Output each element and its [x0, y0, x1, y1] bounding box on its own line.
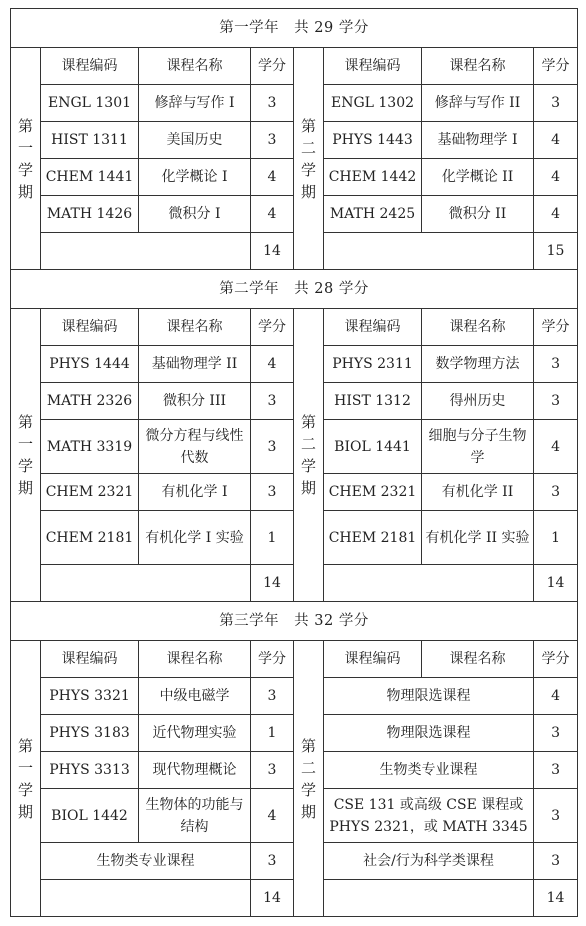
course-credit: 3	[534, 474, 578, 511]
header-credit: 学分	[251, 309, 294, 346]
header-name: 课程名称	[139, 641, 251, 678]
course-name: 基础物理学 II	[139, 346, 251, 383]
course-credit: 3	[251, 474, 294, 511]
course-credit: 3	[251, 420, 294, 474]
semester-label-second: 第 二 学 期	[294, 309, 324, 602]
course-name: 化学概论 II	[422, 159, 534, 196]
course-credit: 4	[534, 420, 578, 474]
total-empty	[324, 565, 534, 602]
course-name: 有机化学 II 实验	[422, 511, 534, 565]
course-name: 有机化学 I 实验	[139, 511, 251, 565]
header-credit: 学分	[534, 48, 578, 85]
header-row	[11, 48, 578, 85]
course-credit: 3	[534, 85, 578, 122]
header-code: 课程编码	[324, 641, 422, 678]
elective-course: CSE 131 或高级 CSE 课程或 PHYS 2321，或 MATH 3345	[324, 789, 534, 843]
course-name: 生物体的功能与结构	[139, 789, 251, 843]
course-credit: 3	[251, 678, 294, 715]
course-name: 微积分 II	[422, 196, 534, 233]
course-code: ENGL 1301	[41, 85, 139, 122]
course-name: 近代物理实验	[139, 715, 251, 752]
year-title-row	[11, 602, 578, 641]
header-code: 课程编码	[324, 48, 422, 85]
course-credit: 3	[251, 383, 294, 420]
semester-total-credit: 14	[534, 880, 578, 917]
total-empty	[324, 880, 534, 917]
elective-course: 物理限选课程	[324, 678, 534, 715]
course-credit: 3	[534, 383, 578, 420]
course-name: 中级电磁学	[139, 678, 251, 715]
course-code: CHEM 1441	[41, 159, 139, 196]
course-name: 微积分 I	[139, 196, 251, 233]
course-credit: 1	[251, 715, 294, 752]
semester-total-credit: 15	[534, 233, 578, 270]
course-name: 得州历史	[422, 383, 534, 420]
course-credit: 3	[534, 843, 578, 880]
course-code: HIST 1311	[41, 122, 139, 159]
elective-course: 生物类专业课程	[324, 752, 534, 789]
course-credit: 1	[534, 511, 578, 565]
semester-label-second: 第 二 学 期	[294, 641, 324, 917]
header-name: 课程名称	[139, 309, 251, 346]
semester-label-first: 第 一 学 期	[11, 309, 41, 602]
elective-course: 社会/行为科学类课程	[324, 843, 534, 880]
course-code: CHEM 2181	[324, 511, 422, 565]
course-code: CHEM 2181	[41, 511, 139, 565]
course-name: 微分方程与线性代数	[139, 420, 251, 474]
header-row	[11, 641, 578, 678]
course-name: 基础物理学 I	[422, 122, 534, 159]
course-code: CHEM 2321	[324, 474, 422, 511]
course-code: ENGL 1302	[324, 85, 422, 122]
header-name: 课程名称	[139, 48, 251, 85]
year-title-row	[11, 270, 578, 309]
course-name: 微积分 III	[139, 383, 251, 420]
course-code: MATH 2425	[324, 196, 422, 233]
total-empty	[41, 233, 251, 270]
course-credit: 4	[251, 346, 294, 383]
course-credit: 3	[251, 752, 294, 789]
course-code: PHYS 3183	[41, 715, 139, 752]
course-name: 修辞与写作 II	[422, 85, 534, 122]
year-title: 第三学年 共 32 学分	[11, 602, 578, 641]
course-credit: 4	[534, 122, 578, 159]
course-code: PHYS 3313	[41, 752, 139, 789]
header-row	[11, 309, 578, 346]
semester-label-second: 第 二 学 期	[294, 48, 324, 270]
course-credit: 4	[251, 159, 294, 196]
header-name: 课程名称	[422, 309, 534, 346]
year-title: 第二学年 共 28 学分	[11, 270, 578, 309]
year-title: 第一学年 共 29 学分	[11, 9, 578, 48]
semester-label-first: 第 一 学 期	[11, 48, 41, 270]
elective-course: 物理限选课程	[324, 715, 534, 752]
header-name: 课程名称	[422, 641, 534, 678]
course-credit: 3	[251, 122, 294, 159]
course-code: CHEM 1442	[324, 159, 422, 196]
course-credit: 4	[251, 789, 294, 843]
course-code: BIOL 1441	[324, 420, 422, 474]
course-credit: 4	[534, 159, 578, 196]
course-name: 有机化学 I	[139, 474, 251, 511]
course-name: 现代物理概论	[139, 752, 251, 789]
total-empty	[41, 880, 251, 917]
course-name: 数学物理方法	[422, 346, 534, 383]
semester-total-credit: 14	[251, 565, 294, 602]
course-code: PHYS 1443	[324, 122, 422, 159]
course-code: CHEM 2321	[41, 474, 139, 511]
course-credit: 3	[534, 789, 578, 843]
course-code: PHYS 1444	[41, 346, 139, 383]
course-credit: 3	[534, 346, 578, 383]
header-credit: 学分	[251, 641, 294, 678]
course-code: MATH 2326	[41, 383, 139, 420]
course-code: MATH 3319	[41, 420, 139, 474]
total-empty	[324, 233, 534, 270]
year-title-row	[11, 9, 578, 48]
semester-total-credit: 14	[251, 880, 294, 917]
course-name: 美国历史	[139, 122, 251, 159]
course-name: 修辞与写作 I	[139, 85, 251, 122]
course-plan-table	[10, 8, 578, 917]
header-credit: 学分	[534, 641, 578, 678]
course-credit: 3	[534, 752, 578, 789]
course-credit: 3	[534, 715, 578, 752]
course-code: MATH 1426	[41, 196, 139, 233]
elective-course: 生物类专业课程	[41, 843, 251, 880]
header-name: 课程名称	[422, 48, 534, 85]
course-code: PHYS 3321	[41, 678, 139, 715]
course-credit: 4	[534, 678, 578, 715]
course-code: PHYS 2311	[324, 346, 422, 383]
course-name: 有机化学 II	[422, 474, 534, 511]
header-code: 课程编码	[41, 48, 139, 85]
total-empty	[41, 565, 251, 602]
course-credit: 4	[251, 196, 294, 233]
semester-total-credit: 14	[251, 233, 294, 270]
header-credit: 学分	[534, 309, 578, 346]
course-credit: 4	[534, 196, 578, 233]
course-code: HIST 1312	[324, 383, 422, 420]
course-name: 细胞与分子生物学	[422, 420, 534, 474]
course-code: BIOL 1442	[41, 789, 139, 843]
course-credit: 3	[251, 85, 294, 122]
semester-total-credit: 14	[534, 565, 578, 602]
semester-label-first: 第 一 学 期	[11, 641, 41, 917]
header-credit: 学分	[251, 48, 294, 85]
course-credit: 1	[251, 511, 294, 565]
header-code: 课程编码	[41, 641, 139, 678]
course-name: 化学概论 I	[139, 159, 251, 196]
header-code: 课程编码	[324, 309, 422, 346]
course-credit: 3	[251, 843, 294, 880]
header-code: 课程编码	[41, 309, 139, 346]
